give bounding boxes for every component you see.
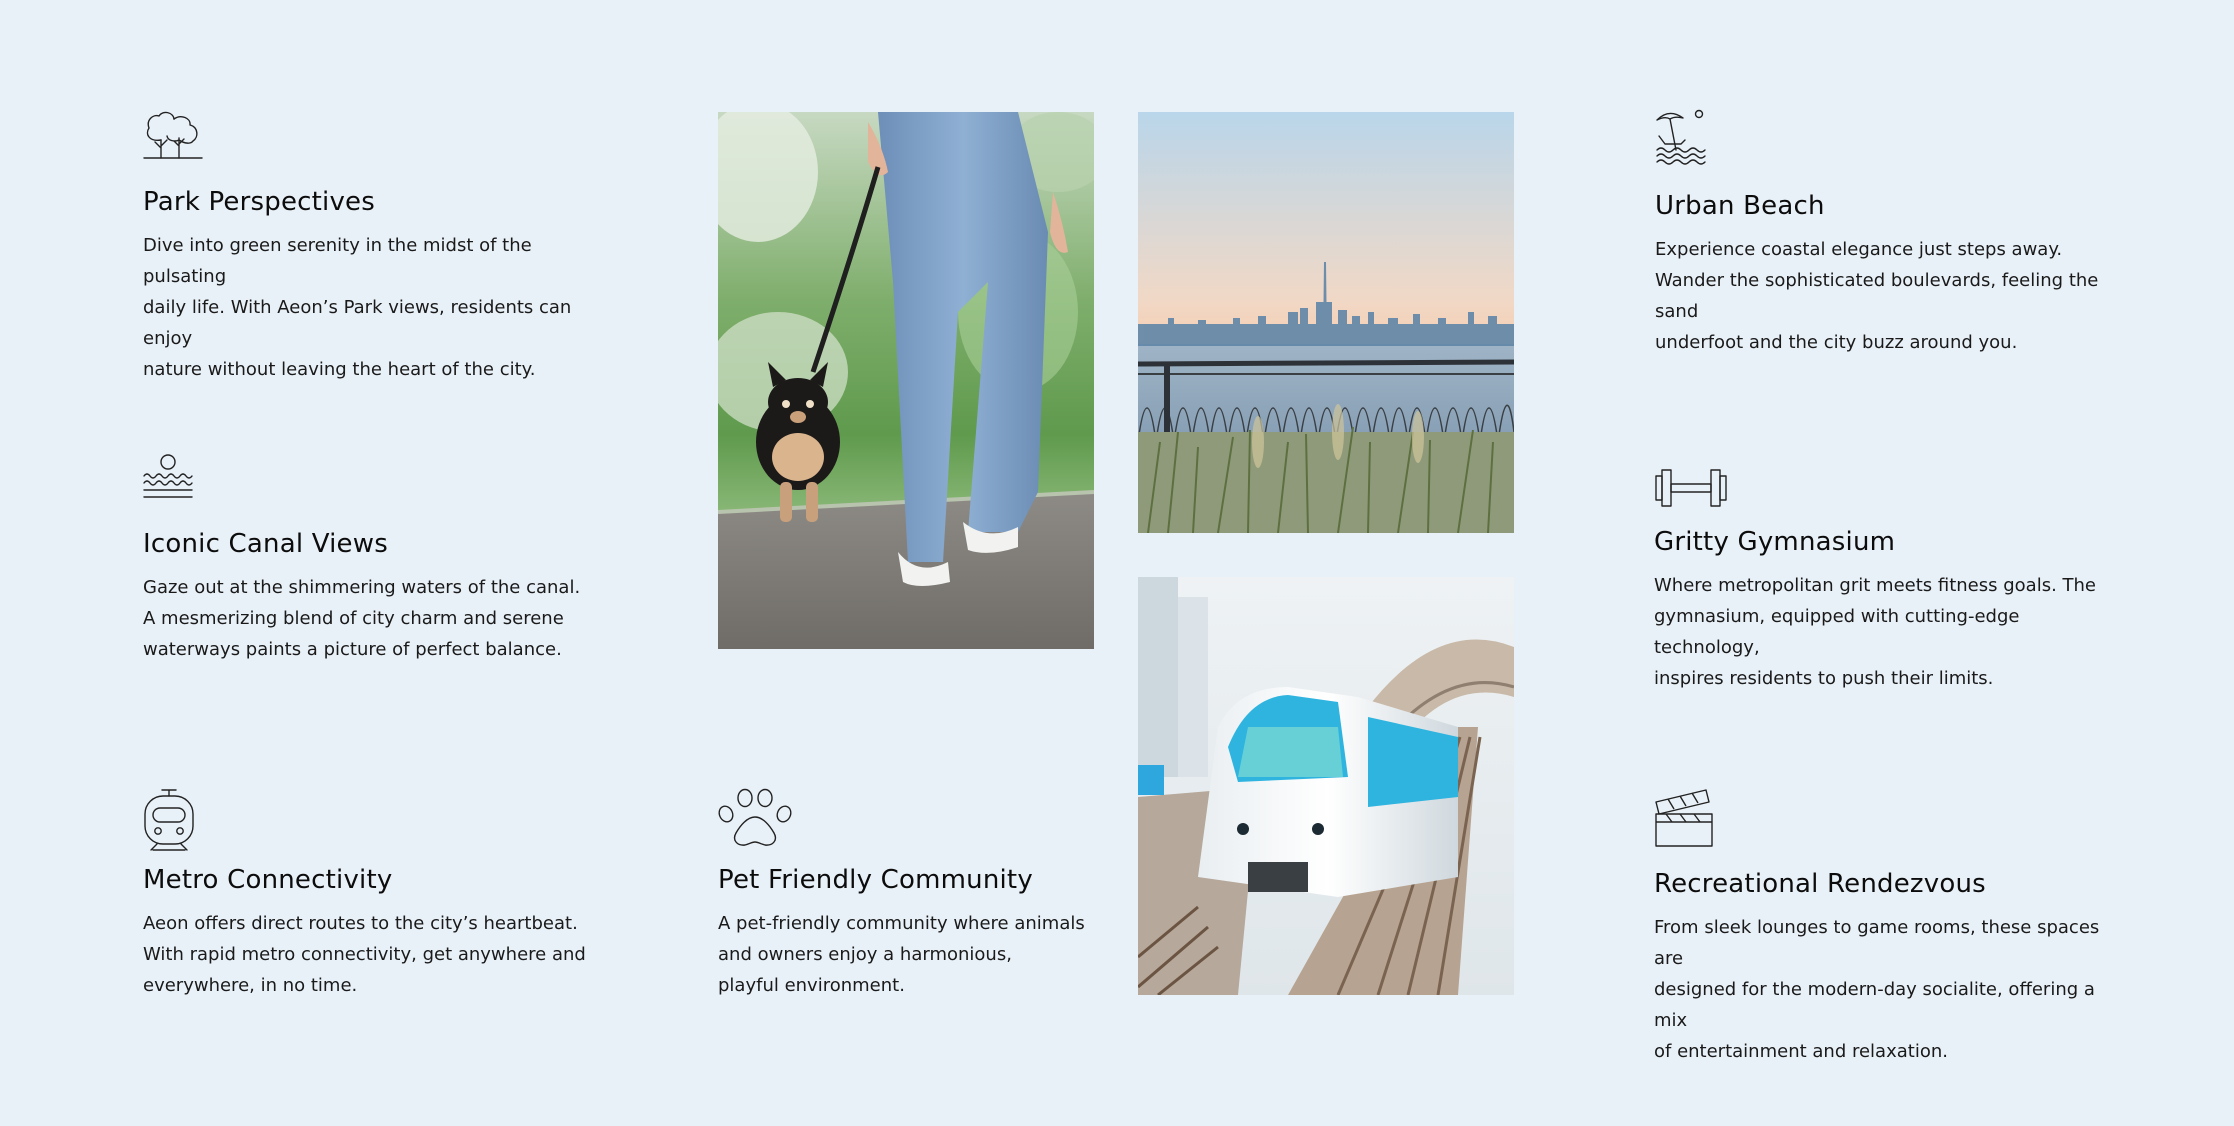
trees-icon (143, 110, 613, 168)
feature-description: Experience coastal elegance just steps away. Wander the sophisticated boulevards, feeling the sand underfoot and the city buzz around you. (1655, 239, 2099, 353)
feature-iconic-canal-views (143, 452, 613, 665)
metro-train-icon (143, 788, 613, 846)
feature-description: From sleek lounges to game rooms, these spaces are designed for the modern-day socialite, offering a mix of entertainment and relaxation. (1654, 917, 2100, 1062)
feature-description: Where metropolitan grit meets fitness goals. The gymnasium, equipped with cutting-edge technology, inspires residents to push their limits. (1654, 575, 2096, 689)
feature-description: Gaze out at the shimmering waters of the canal. A mesmerizing blend of city charm and serene waterways paints a picture of perfect balance. (143, 577, 581, 660)
feature-urban-beach (1655, 110, 2125, 358)
clapperboard-icon (1654, 788, 2124, 850)
beach-umbrella-icon (1655, 110, 2125, 172)
feature-title: Metro Connectivity (143, 865, 393, 895)
skyline-photo (1138, 112, 1514, 533)
feature-title: Iconic Canal Views (143, 529, 388, 559)
feature-recreational-rendezvous (1654, 788, 2124, 1067)
dumbbell-icon (1654, 468, 2124, 508)
feature-metro-connectivity (143, 788, 613, 1001)
feature-title: Recreational Rendezvous (1654, 869, 1986, 899)
feature-title: Urban Beach (1655, 191, 1825, 221)
feature-title: Gritty Gymnasium (1654, 527, 1896, 557)
feature-description: Aeon offers direct routes to the city’s heartbeat. With rapid metro connectivity, get anywhere and everywhere, in no time. (143, 913, 586, 996)
dog-walk-photo (718, 112, 1094, 649)
feature-park-perspectives (143, 110, 613, 385)
sun-over-waves-icon (143, 452, 613, 510)
metro-train-photo (1138, 577, 1514, 995)
feature-gritty-gymnasium (1654, 468, 2124, 694)
paw-print-icon (718, 788, 1188, 846)
feature-description: Dive into green serenity in the midst of the pulsating daily life. With Aeon’s Park views, residents can enjoy nature without leaving the heart of the city. (143, 235, 572, 380)
feature-pet-friendly-community (718, 788, 1188, 1001)
feature-description: A pet-friendly community where animals and owners enjoy a harmonious, playful environment. (718, 913, 1085, 996)
feature-title: Pet Friendly Community (718, 865, 1033, 895)
feature-title: Park Perspectives (143, 187, 375, 217)
